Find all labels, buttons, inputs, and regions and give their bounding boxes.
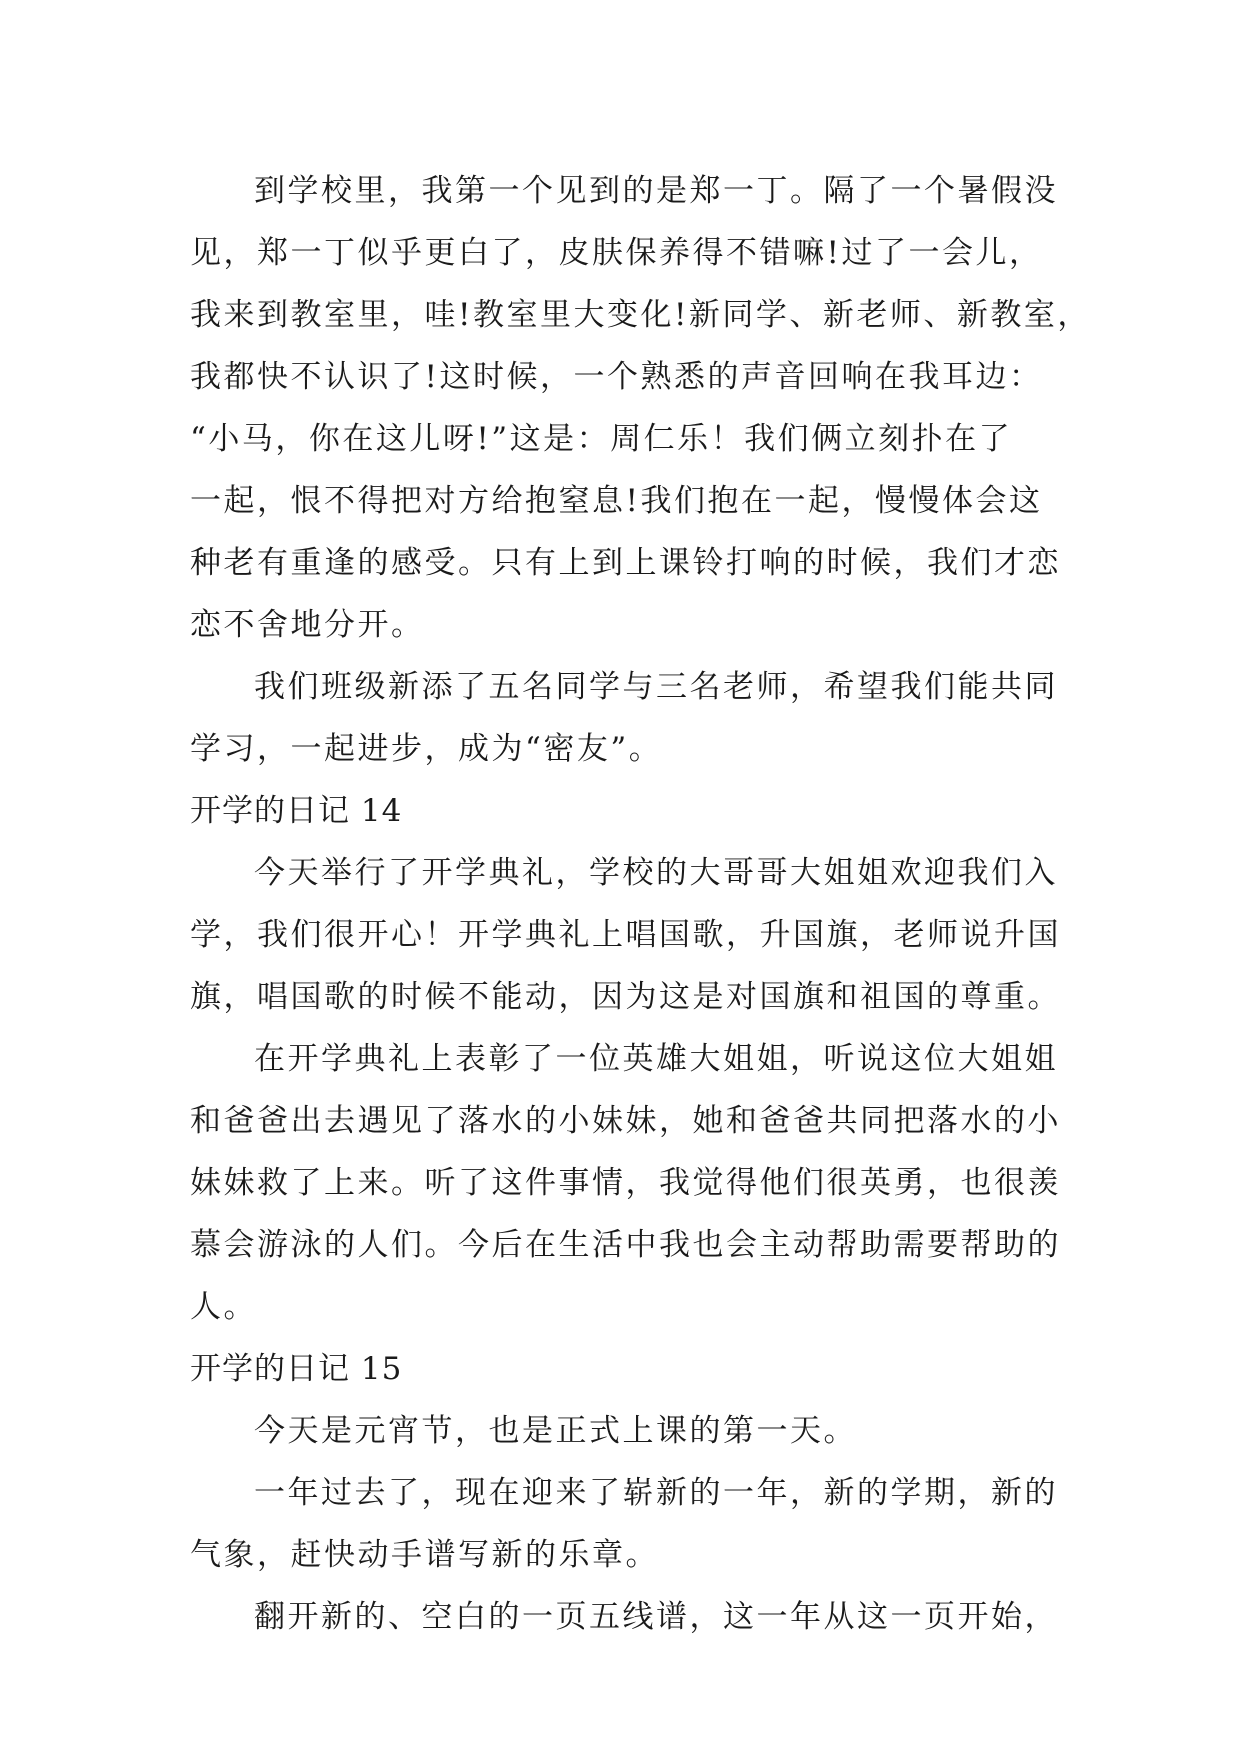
paragraph-line: 学习，一起进步，成为“密友”。 bbox=[190, 731, 663, 767]
paragraph-line: 气象，赶快动手谱写新的乐章。 bbox=[190, 1537, 659, 1573]
paragraph-line: 见，郑一丁似乎更白了，皮肤保养得不错嘛!过了一会儿， bbox=[190, 235, 1043, 271]
paragraph-line: 恋不舍地分开。 bbox=[190, 607, 425, 643]
paragraph-line: 人。 bbox=[190, 1289, 257, 1325]
section-heading: 开学的日记 14 bbox=[190, 793, 403, 829]
paragraph-line: 今天举行了开学典礼，学校的大哥哥大姐姐欢迎我们入 bbox=[254, 855, 1058, 891]
paragraph-line: 今天是元宵节，也是正式上课的第一天。 bbox=[254, 1413, 857, 1449]
paragraph-line: 和爸爸出去遇见了落水的小妹妹，她和爸爸共同把落水的小 bbox=[190, 1103, 1061, 1139]
paragraph-line: 翻开新的、空白的一页五线谱，这一年从这一页开始， bbox=[254, 1599, 1058, 1635]
section-heading: 开学的日记 15 bbox=[190, 1351, 403, 1387]
paragraph-line: 旗，唱国歌的时候不能动，因为这是对国旗和祖国的尊重。 bbox=[190, 979, 1061, 1015]
paragraph-line: 我都快不认识了!这时候，一个熟悉的声音回响在我耳边： bbox=[190, 359, 1043, 395]
paragraph-line: “小马，你在这儿呀!”这是：周仁乐！我们俩立刻扑在了 bbox=[190, 421, 1013, 457]
paragraph-line: 妹妹救了上来。听了这件事情，我觉得他们很英勇，也很羡 bbox=[190, 1165, 1061, 1201]
paragraph-line: 我来到教室里，哇!教室里大变化!新同学、新老师、新教室， bbox=[190, 297, 1091, 333]
paragraph-line: 在开学典礼上表彰了一位英雄大姐姐，听说这位大姐姐 bbox=[254, 1041, 1058, 1077]
paragraph-line: 到学校里，我第一个见到的是郑一丁。隔了一个暑假没 bbox=[254, 173, 1058, 209]
paragraph-line: 慕会游泳的人们。今后在生活中我也会主动帮助需要帮助的 bbox=[190, 1227, 1061, 1263]
paragraph-line: 我们班级新添了五名同学与三名老师，希望我们能共同 bbox=[254, 669, 1058, 705]
paragraph-line: 一起，恨不得把对方给抱窒息!我们抱在一起，慢慢体会这 bbox=[190, 483, 1043, 519]
paragraph-line: 一年过去了，现在迎来了崭新的一年，新的学期，新的 bbox=[254, 1475, 1058, 1511]
paragraph-line: 学，我们很开心！开学典礼上唱国歌，升国旗，老师说升国 bbox=[190, 917, 1061, 953]
paragraph-line: 种老有重逢的感受。只有上到上课铃打响的时候，我们才恋 bbox=[190, 545, 1061, 581]
document-body bbox=[190, 160, 1091, 1648]
